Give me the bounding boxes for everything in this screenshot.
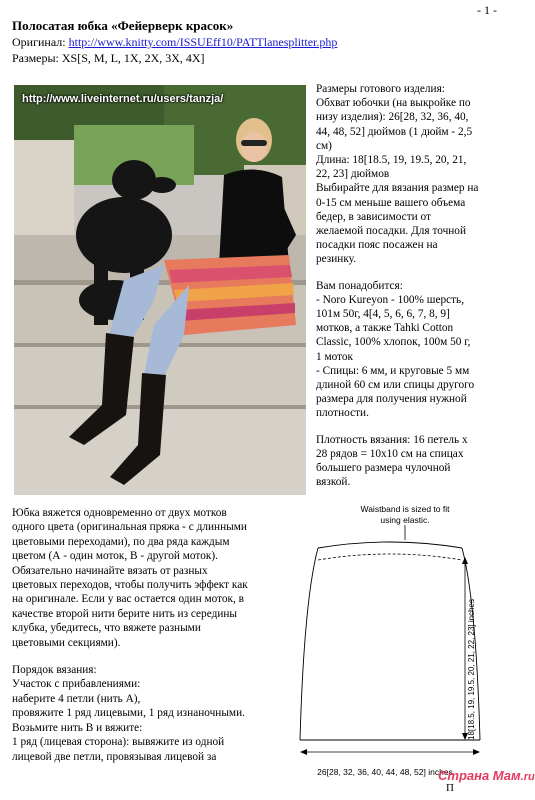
- text-line: 101м 50г, 4[4, 5, 6, 6, 7, 8, 9]: [316, 308, 450, 321]
- text-line: размера для получения нужной: [316, 393, 467, 406]
- model-photo-illustration: [14, 85, 306, 495]
- right-column: [316, 82, 502, 501]
- text-line: Участок с прибавлениями:: [12, 678, 141, 691]
- page-number: - 1 -: [477, 3, 497, 17]
- text-line: 0-15 см меньше вашего объема: [316, 196, 466, 209]
- site-watermark-suffix: .ru: [520, 771, 535, 783]
- text-line: Выбирайте для вязания размер на: [316, 182, 479, 195]
- schematic-waist-top: [318, 542, 462, 548]
- left-column: [12, 506, 294, 777]
- waistband-note-line-1: Waistband is sized to fit: [360, 504, 450, 514]
- text-line: Возьмите нить В и вяжите:: [12, 721, 143, 734]
- text-line: Юбка вяжется одновременно от двух мотков: [12, 507, 227, 519]
- text-line: Вам понадобится:: [316, 279, 403, 292]
- text-line: на оригинале. Если у вас остается один моток, в: [12, 593, 244, 606]
- text-line: мотков, а также Tahki Cotton: [316, 322, 454, 335]
- text-line: низу изделия): 26[28, 32, 36, 40,: [316, 111, 469, 124]
- text-line: клубка, убедитесь, что вяжете разными: [12, 622, 201, 635]
- schematic-left-side: [300, 548, 318, 740]
- text-line: Размеры готового изделия:: [316, 83, 445, 95]
- text-line: 22, 23] дюймов: [316, 168, 390, 181]
- text-line: плотности.: [316, 407, 369, 420]
- intro-section: [12, 506, 294, 650]
- text-line: Classic, 100% хлопок, 100м 50 г,: [316, 336, 471, 349]
- text-line: желаемой посадки. Для точной: [316, 225, 467, 238]
- text-line: бедер, в зависимости от: [316, 210, 431, 223]
- photo-url-watermark: http://www.liveinternet.ru/users/tanzja/: [22, 93, 224, 105]
- width-arrow-left: [300, 749, 307, 755]
- gauge-section: [316, 433, 502, 490]
- text-line: 44, 48, 52] дюймов (1 дюйм - 2,5: [316, 125, 473, 138]
- text-line: - Noro Kureyon - 100% шерсть,: [316, 293, 465, 306]
- original-label: Оригинал:: [12, 35, 66, 49]
- text-line: цветовых переходов, чтобы получить эффект как: [12, 579, 248, 592]
- text-line: Порядок вязания:: [12, 664, 97, 677]
- text-line: вязкой.: [316, 476, 351, 489]
- text-line: Обхват юбочки (на выкройке по: [316, 97, 471, 110]
- text-line: длиной 60 см или спицы другого: [316, 379, 475, 392]
- skirt-schematic: [290, 500, 490, 790]
- site-watermark: [438, 768, 535, 783]
- text-line: - Спицы: 6 мм, и круговые 5 мм: [316, 364, 470, 377]
- text-line: качестве второй нити берите нить из середины: [12, 607, 237, 620]
- page-title: Полосатая юбка «Фейерверк красок»: [12, 18, 234, 33]
- text-line: цветом (А - один моток, В - другой моток).: [12, 550, 218, 563]
- text-line: Длина: 18[18.5, 19, 19.5, 20, 21,: [316, 154, 467, 167]
- materials-section: [316, 279, 502, 421]
- original-link[interactable]: http://www.knitty.com/ISSUEff10/PATTlanesplitter.php: [68, 35, 338, 49]
- sizes-line: Размеры: XS[S, M, L, 1X, 2X, 3X, 4X]: [12, 51, 205, 65]
- width-label: 26[28, 32, 36, 40, 44, 48, 52] inches: [317, 767, 453, 777]
- text-line: Обязательно начинайте вязать от разных: [12, 564, 208, 577]
- schematic-waistband-line: [318, 554, 462, 560]
- site-watermark-name: Страна Мам: [438, 768, 521, 783]
- finished-size-section: [316, 82, 502, 267]
- text-line: 28 рядов = 10х10 см на спицах: [316, 447, 464, 460]
- text-line: провяжите 1 ряд лицевыми, 1 ряд изнаночными.: [12, 707, 245, 720]
- text-line: цветовыми секциями).: [12, 636, 121, 649]
- text-line: Плотность вязания: 16 петель х: [316, 433, 468, 446]
- text-line: лицевой две петли, провязывая лицевой за: [12, 750, 217, 763]
- text-line: наберите 4 петли (нить А),: [12, 692, 141, 705]
- text-line: резинку.: [316, 253, 357, 266]
- text-line: 1 моток: [316, 350, 354, 363]
- text-line: одного цвета (оригинальная пряжа - с длинными: [12, 521, 247, 534]
- text-line: цветовыми переходами), по два ряда каждым: [12, 535, 230, 548]
- text-line: посадки пояс посажен на: [316, 239, 438, 252]
- knitting-order-section: [12, 663, 294, 764]
- length-label: 18[18.5, 19, 19.5, 20, 21, 22, 23] inches: [467, 599, 476, 740]
- width-arrow-right: [473, 749, 480, 755]
- text-line: большего размера чулочной: [316, 462, 451, 475]
- waistband-note-line-2: using elastic.: [380, 515, 430, 525]
- footer-partial-text: П: [446, 782, 454, 794]
- text-line: 1 ряд (лицевая сторона): вывяжите из одной: [12, 736, 225, 749]
- text-line: см): [316, 139, 332, 152]
- model-photo: [14, 85, 306, 495]
- length-arrow-top: [462, 557, 468, 564]
- original-line: [12, 35, 337, 50]
